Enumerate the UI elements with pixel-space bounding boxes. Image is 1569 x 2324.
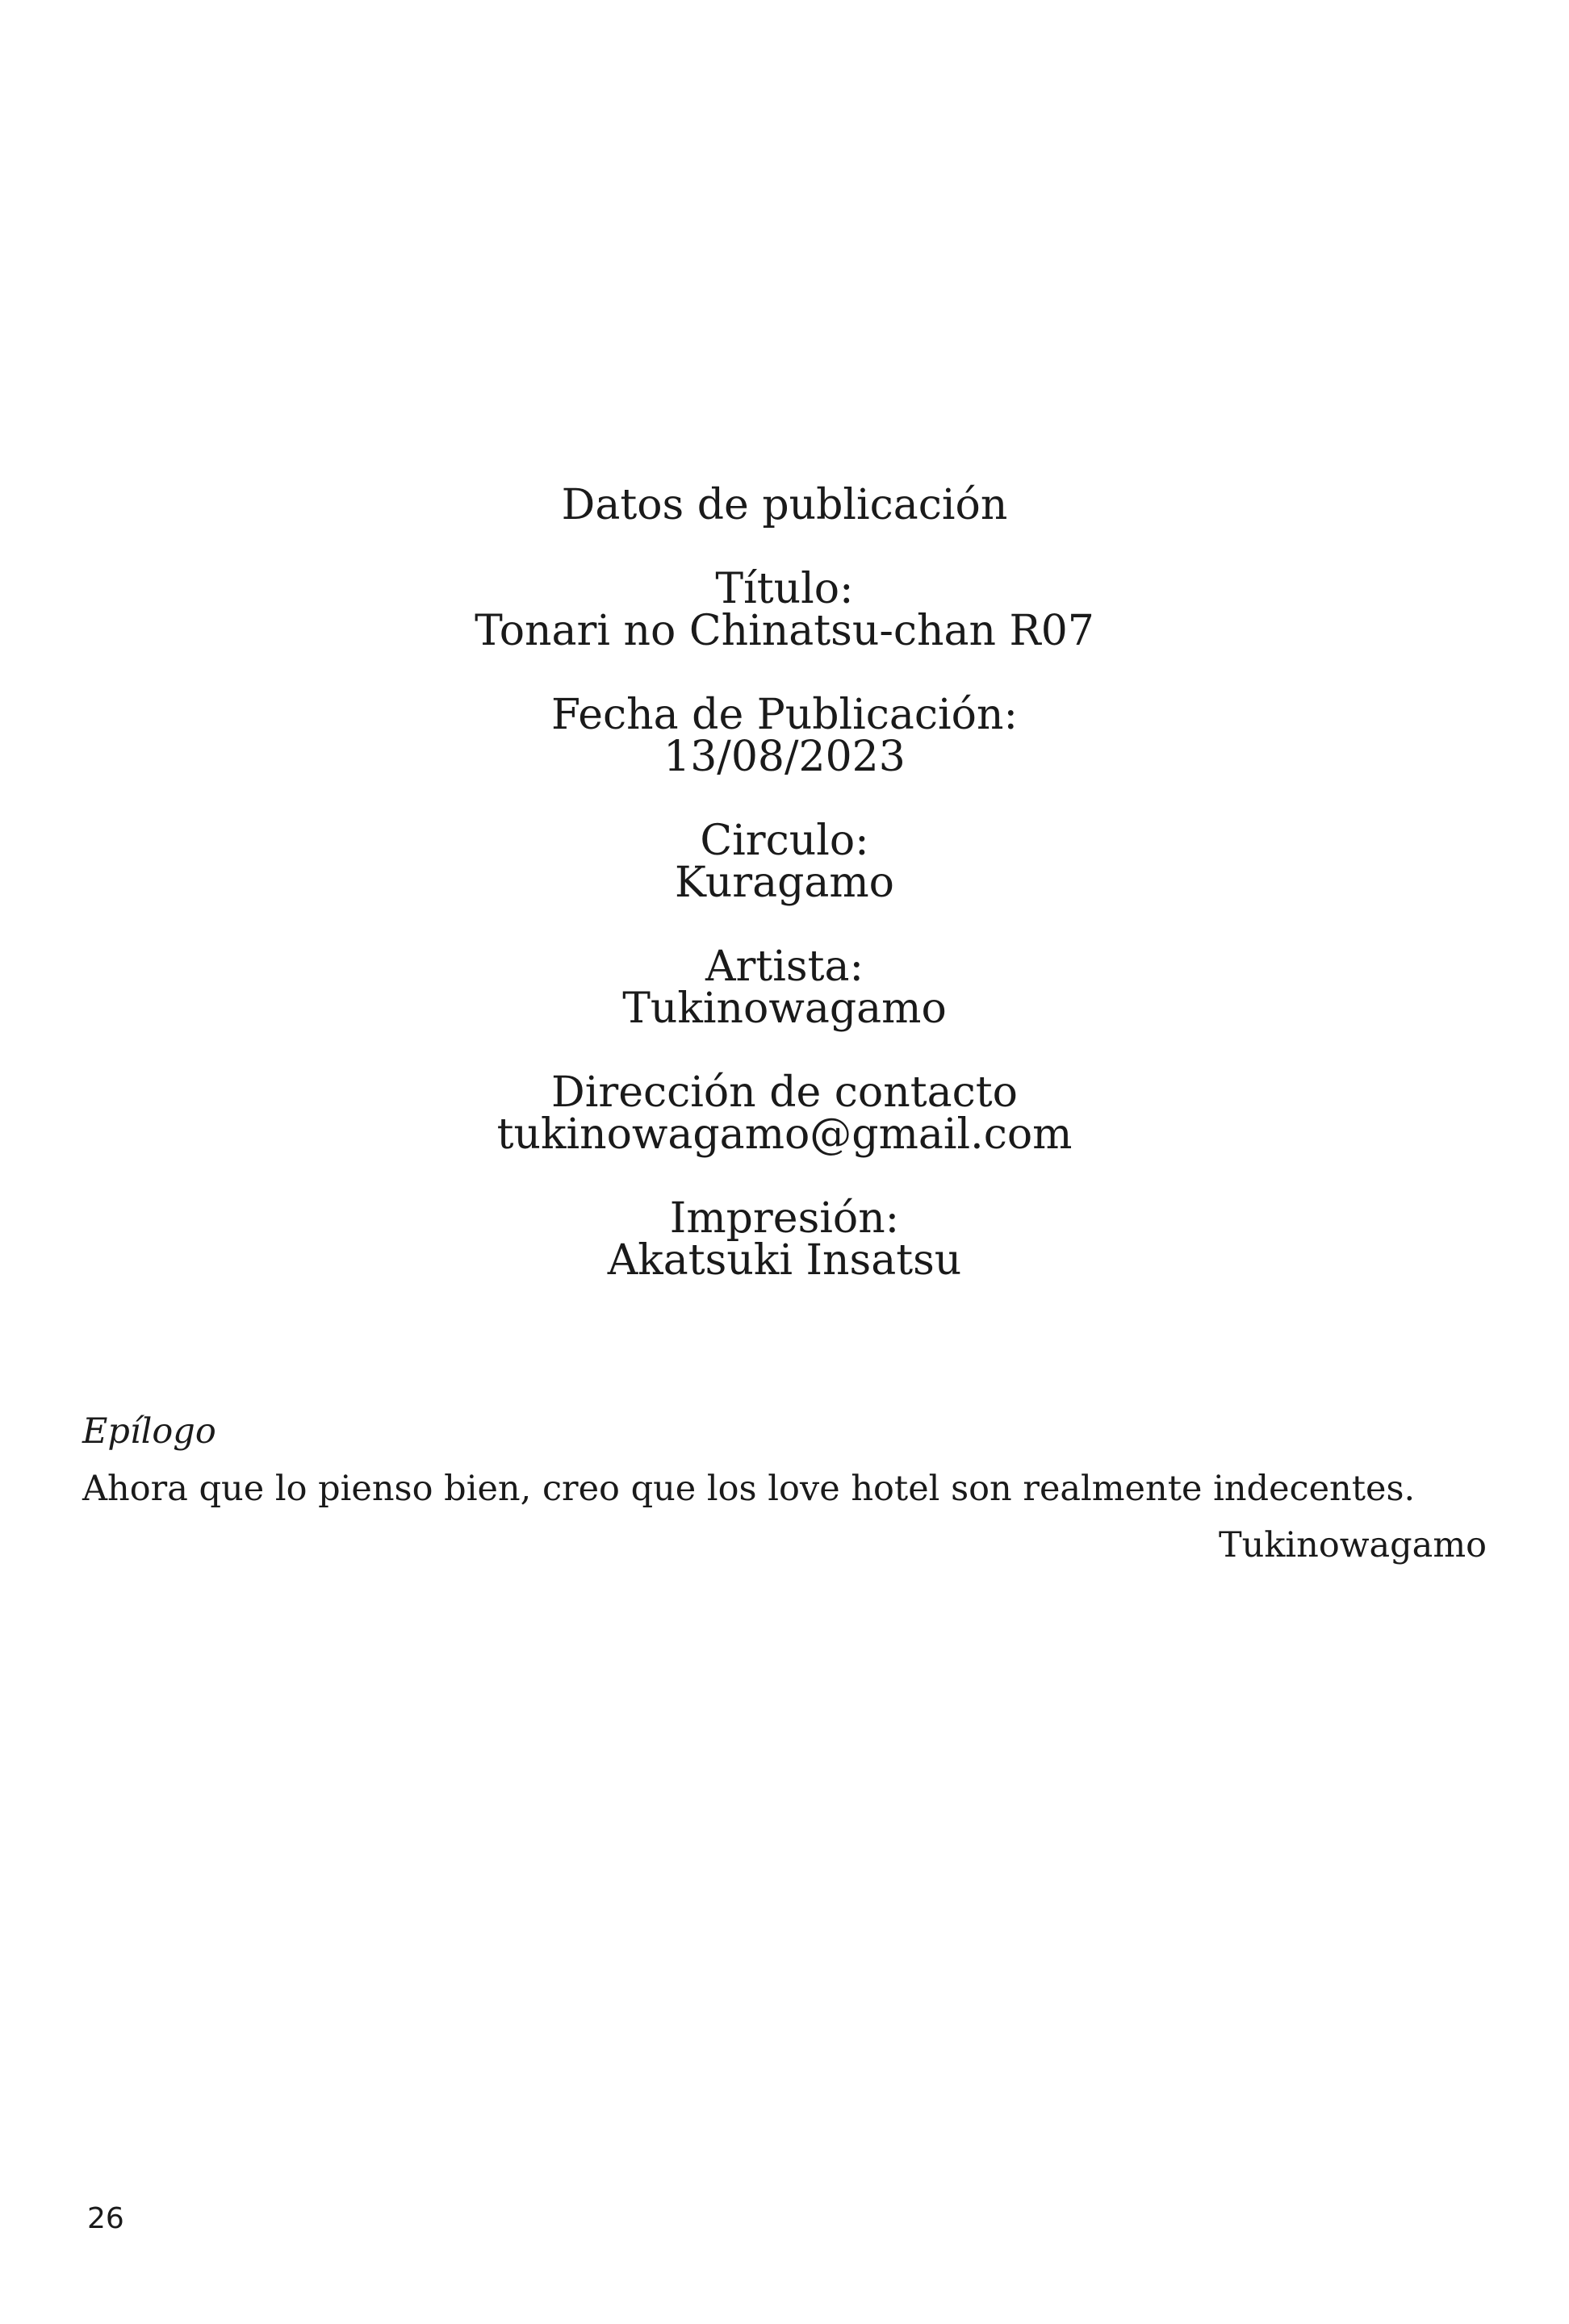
epilogue-title: Epílogo [82, 1411, 216, 1452]
circle-value: Kuragamo [675, 859, 894, 907]
title-label: Título: [715, 565, 854, 613]
artist-group [0, 943, 1569, 1033]
circle-label: Circulo: [700, 817, 869, 865]
printing-value: Akatsuki Insatsu [607, 1236, 962, 1285]
page-number: 26 [87, 2202, 124, 2235]
title-value: Tonari no Chinatsu-chan R07 [475, 607, 1094, 655]
printing-label: Impresión: [669, 1194, 900, 1243]
title-group [0, 565, 1569, 655]
artist-value: Tukinowagamo [622, 984, 947, 1033]
publication-date-group [0, 691, 1569, 781]
epilogue-signature: Tukinowagamo [1218, 1525, 1487, 1565]
contact-email: tukinowagamo@gmail.com [496, 1110, 1073, 1159]
publication-date-value: 13/08/2023 [663, 733, 906, 781]
contact-group [0, 1068, 1569, 1159]
printing-group [0, 1194, 1569, 1285]
publication-data-heading: Datos de publicación [561, 481, 1008, 529]
artist-label: Artista: [705, 943, 864, 991]
publication-date-label: Fecha de Publicación: [551, 691, 1018, 739]
epilogue-text: Ahora que lo pienso bien, creo que los love hotel son realmente indecentes. [82, 1469, 1416, 1509]
contact-label: Dirección de contacto [551, 1068, 1018, 1117]
publication-data [0, 481, 1569, 1323]
circle-group [0, 817, 1569, 907]
epilogue [82, 1408, 1487, 1569]
